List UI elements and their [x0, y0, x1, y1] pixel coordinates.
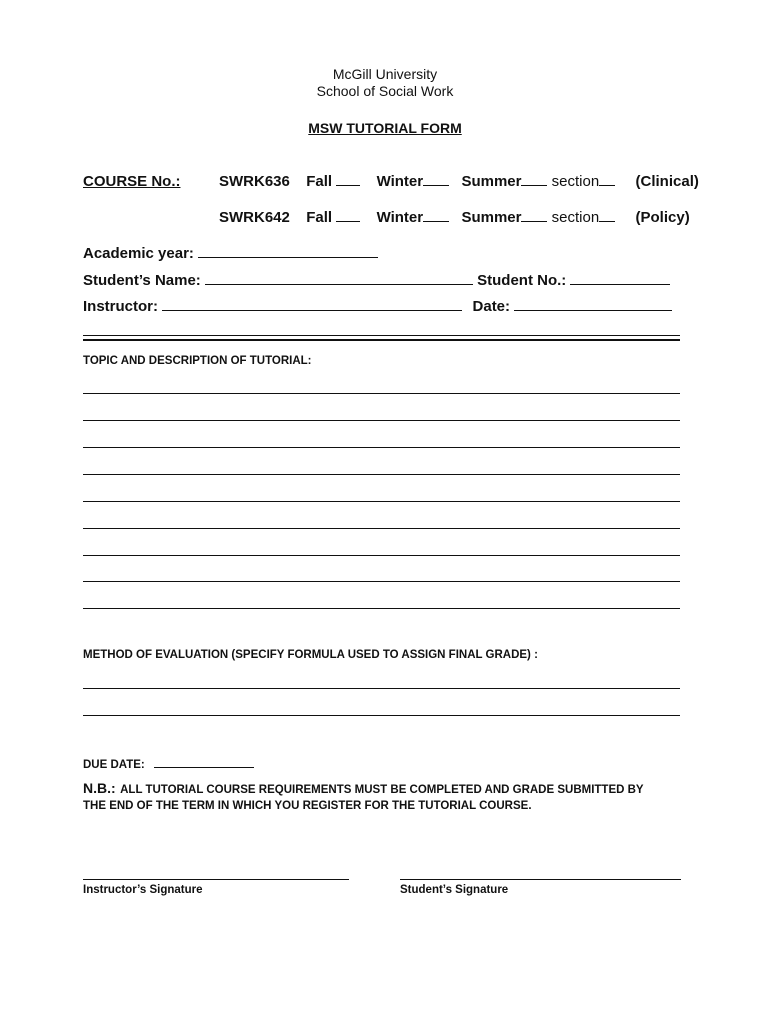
instructor-label: Instructor:	[83, 298, 158, 315]
section-blank[interactable]	[599, 209, 615, 222]
winter-checkbox-blank[interactable]	[423, 209, 449, 222]
term-winter-label: Winter	[376, 209, 424, 226]
term-summer-label: Summer	[461, 173, 522, 190]
winter-checkbox-blank[interactable]	[423, 173, 449, 186]
student-name-blank[interactable]	[205, 272, 473, 285]
topic-line[interactable]	[83, 608, 680, 609]
section-label: section	[551, 173, 600, 190]
student-signature-line[interactable]	[400, 879, 681, 880]
fall-checkbox-blank[interactable]	[336, 173, 360, 186]
instructor-blank[interactable]	[162, 298, 462, 311]
section-divider	[83, 335, 680, 341]
topic-line[interactable]	[83, 393, 680, 394]
evaluation-line[interactable]	[83, 715, 680, 716]
course-type-clinical: (Clinical)	[635, 173, 699, 190]
term-fall-label: Fall	[306, 209, 333, 226]
student-name-label: Student’s Name:	[83, 272, 201, 289]
term-fall-label: Fall	[306, 173, 333, 190]
due-date-label: DUE DATE:	[83, 759, 145, 771]
instructor-field	[83, 298, 672, 315]
course-row-swrk642	[219, 209, 690, 226]
date-blank[interactable]	[514, 298, 672, 311]
course-row-swrk636	[219, 173, 699, 190]
section-label: section	[551, 209, 600, 226]
term-summer-label: Summer	[461, 209, 522, 226]
instructor-signature-line[interactable]	[83, 879, 349, 880]
section-blank[interactable]	[599, 173, 615, 186]
topic-label: TOPIC AND DESCRIPTION OF TUTORIAL:	[83, 355, 312, 367]
academic-year-blank[interactable]	[198, 245, 378, 258]
topic-line[interactable]	[83, 501, 680, 502]
due-date-blank[interactable]	[154, 755, 254, 768]
term-winter-label: Winter	[376, 173, 424, 190]
course-label: COURSE No.:	[83, 173, 181, 190]
topic-line[interactable]	[83, 420, 680, 421]
school-name: School of Social Work	[316, 83, 454, 99]
course-code: SWRK642	[219, 209, 290, 226]
evaluation-label: METHOD OF EVALUATION (SPECIFY FORMULA USED TO ASSIGN FINAL GRADE) :	[83, 649, 538, 661]
student-name-field	[83, 272, 670, 289]
student-no-blank[interactable]	[570, 272, 670, 285]
instructor-signature-label: Instructor’s Signature	[83, 884, 203, 896]
due-date-field	[83, 755, 254, 771]
note-text-1: ALL TUTORIAL COURSE REQUIREMENTS MUST BE COMPLETED AND GRADE SUBMITTED BY	[120, 784, 644, 796]
note-prefix: N.B.:	[83, 780, 116, 796]
course-code: SWRK636	[219, 173, 290, 190]
form-title: MSW TUTORIAL FORM	[308, 120, 462, 136]
topic-line[interactable]	[83, 528, 680, 529]
academic-year-label: Academic year:	[83, 245, 194, 262]
note-line-1	[83, 780, 644, 798]
topic-line[interactable]	[83, 474, 680, 475]
course-type-policy: (Policy)	[635, 209, 690, 226]
student-signature-label: Student’s Signature	[400, 884, 509, 896]
fall-checkbox-blank[interactable]	[336, 209, 360, 222]
topic-line[interactable]	[83, 581, 680, 582]
university-name: McGill University	[332, 66, 438, 82]
student-no-label: Student No.:	[477, 272, 567, 289]
summer-checkbox-blank[interactable]	[521, 173, 547, 186]
academic-year-field	[83, 245, 378, 262]
topic-line[interactable]	[83, 447, 680, 448]
note-text-2: THE END OF THE TERM IN WHICH YOU REGISTER FOR THE TUTORIAL COURSE.	[83, 800, 532, 812]
date-label: Date:	[472, 298, 511, 315]
evaluation-line[interactable]	[83, 688, 680, 689]
topic-line[interactable]	[83, 555, 680, 556]
summer-checkbox-blank[interactable]	[521, 209, 547, 222]
